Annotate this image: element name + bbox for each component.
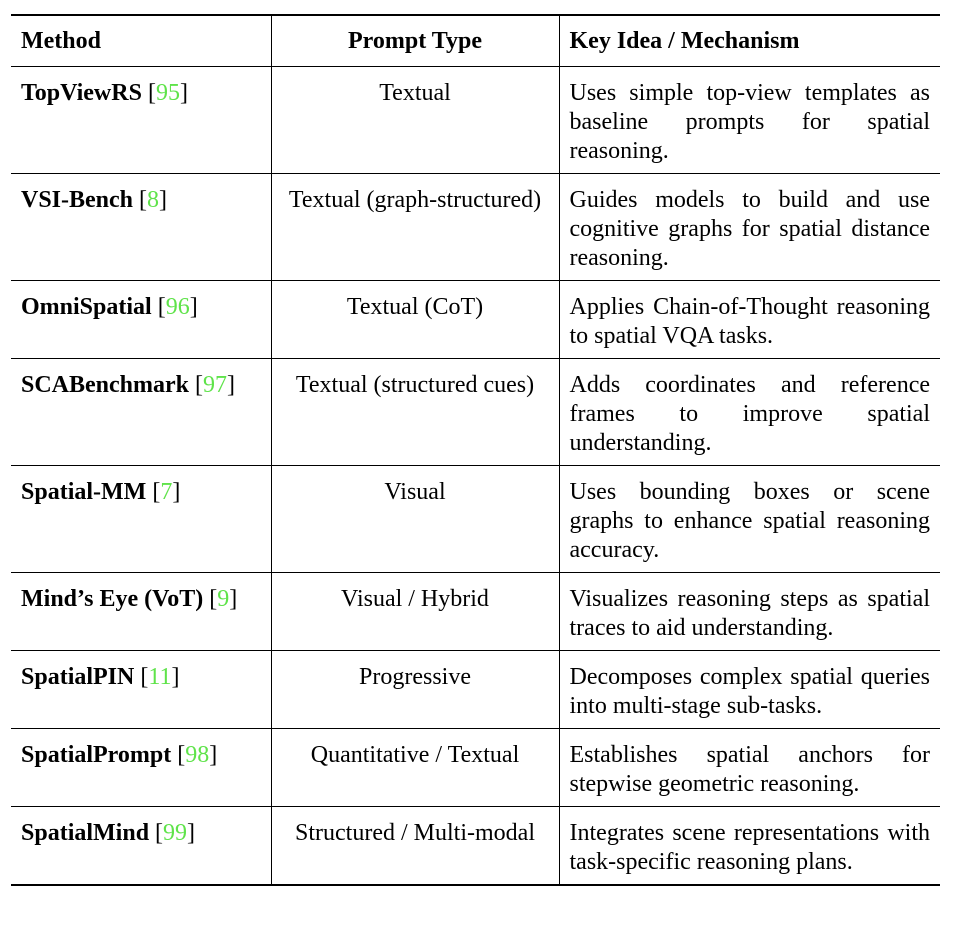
table-row [11,67,940,174]
prompt-type-cell: Quantitative / Textual [271,729,559,807]
prompt-type-cell: Structured / Multi-modal [271,807,559,886]
key-idea-cell: Decomposes complex spatial queries into multi-stage sub-tasks. [559,651,940,729]
table-row [11,281,940,359]
key-idea-cell: Guides models to build and use cognitive graphs for spatial distance reasoning. [559,174,940,281]
key-idea-cell: Uses simple top-view templates as baseline prompts for spatial reasoning. [559,67,940,174]
method-cell: Spatial-MM [7] [21,479,181,505]
method-cell: Mind’s Eye (VoT) [9] [21,586,238,612]
citation-link[interactable]: 97 [203,372,228,398]
key-idea-cell: Applies Chain-of-Thought reasoning to spatial VQA tasks. [559,281,940,359]
citation-link[interactable]: 8 [147,187,160,213]
key-idea-cell: Visualizes reasoning steps as spatial traces to aid understanding. [559,573,940,651]
header-prompt-type: Prompt Type [271,15,559,67]
method-cell: SpatialPIN [11] [21,664,180,690]
prompt-type-cell: Textual (structured cues) [271,359,559,466]
citation-link[interactable]: 98 [185,742,210,768]
method-name: SCABenchmark [21,372,190,398]
method-cell: OmniSpatial [96] [21,294,198,320]
citation-link[interactable]: 96 [165,294,190,320]
header-method: Method [21,27,101,54]
method-name: SpatialPIN [21,664,135,690]
method-name: TopViewRS [21,80,142,106]
prompt-type-cell: Progressive [271,651,559,729]
key-idea-cell: Integrates scene representations with task-specific reasoning plans. [559,807,940,886]
method-cell: SpatialPrompt [98] [21,742,218,768]
table-row [11,174,940,281]
method-cell: SpatialMind [99] [21,820,196,846]
prompt-type-cell: Textual (CoT) [271,281,559,359]
table-row [11,466,940,573]
citation-link[interactable]: 9 [217,586,230,612]
table-row [11,807,940,886]
header-key-idea: Key Idea / Mechanism [559,15,940,67]
prompt-type-cell: Textual [271,67,559,174]
citation-link[interactable]: 7 [160,479,173,505]
table-row [11,359,940,466]
prompt-type-cell: Textual (graph-structured) [271,174,559,281]
prompt-type-cell: Visual [271,466,559,573]
prompt-type-cell: Visual / Hybrid [271,573,559,651]
method-name: Mind’s Eye (VoT) [21,586,204,612]
citation-link[interactable]: 95 [155,80,180,106]
method-name: SpatialMind [21,820,150,846]
method-name: OmniSpatial [21,294,152,320]
key-idea-cell: Establishes spatial anchors for stepwise geometric reasoning. [559,729,940,807]
key-idea-cell: Adds coordinates and reference frames to improve spatial understanding. [559,359,940,466]
method-name: SpatialPrompt [21,742,172,768]
method-cell: SCABenchmark [97] [21,372,236,398]
method-cell: TopViewRS [95] [21,80,188,106]
table-row [11,573,940,651]
methods-table [11,14,940,886]
table-header-row [11,15,940,67]
key-idea-cell: Uses bounding boxes or scene graphs to enhance spatial reasoning accuracy. [559,466,940,573]
citation-link[interactable]: 11 [148,664,172,690]
table-row [11,729,940,807]
citation-link[interactable]: 99 [163,820,188,846]
table-row [11,651,940,729]
method-cell: VSI-Bench [8] [21,187,168,213]
method-name: Spatial-MM [21,479,147,505]
method-name: VSI-Bench [21,187,134,213]
